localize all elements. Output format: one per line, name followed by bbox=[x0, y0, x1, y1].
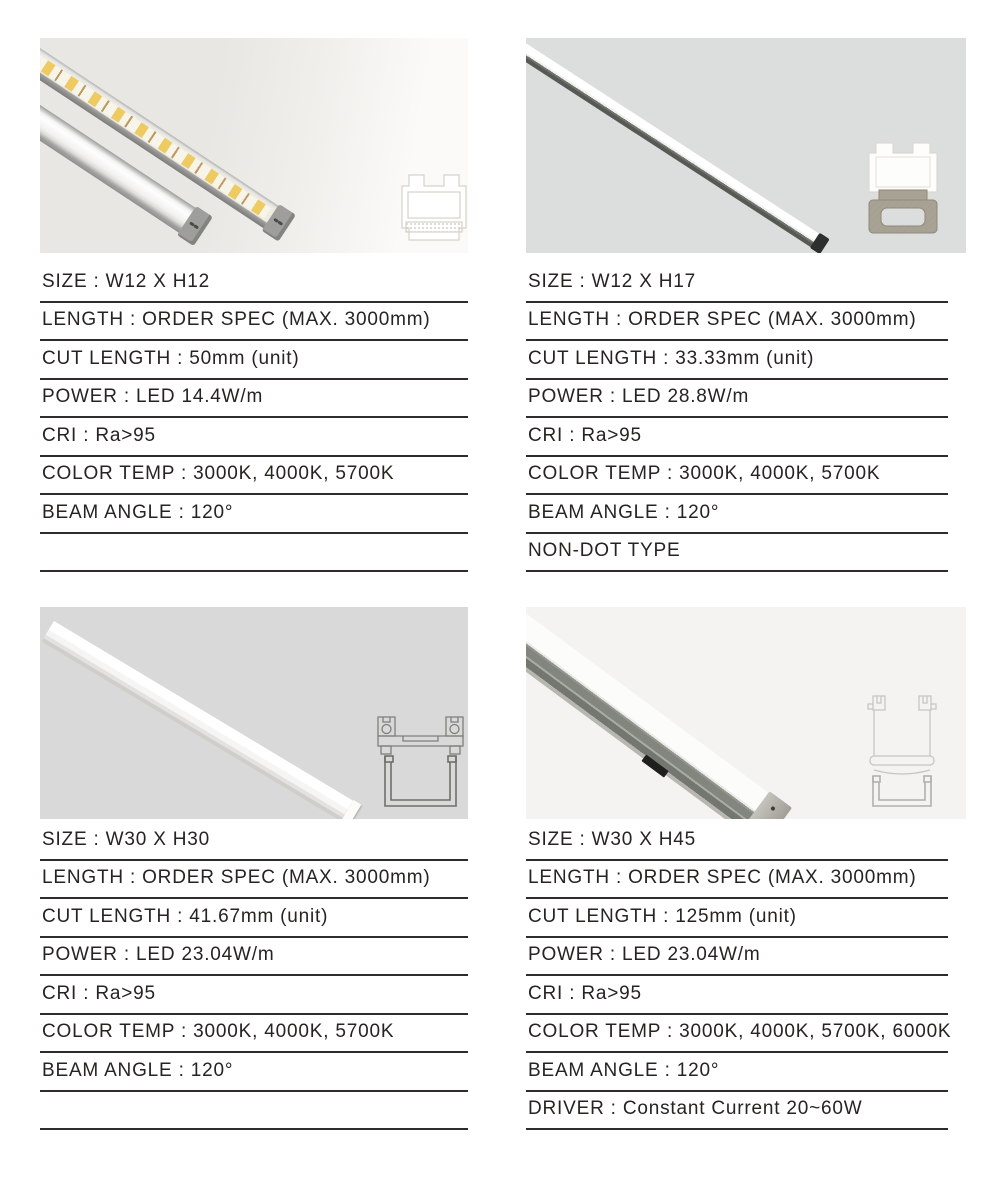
profile-endcap bbox=[340, 800, 361, 819]
spec-text: POWER : LED 23.04W/m bbox=[528, 944, 761, 965]
product-photo bbox=[526, 38, 966, 253]
spec-row bbox=[40, 1053, 468, 1092]
spec-row bbox=[40, 976, 468, 1015]
spec-row bbox=[40, 457, 468, 496]
spec-text: BEAM ANGLE : 120° bbox=[528, 501, 720, 523]
spec-row bbox=[526, 861, 948, 900]
spec-row bbox=[40, 495, 468, 534]
spec-row bbox=[40, 341, 468, 380]
spec-text: DRIVER : Constant Current 20~60W bbox=[528, 1098, 863, 1119]
spec-row bbox=[526, 938, 948, 977]
spec-row bbox=[526, 495, 948, 534]
spec-text: LENGTH : ORDER SPEC (MAX. 3000mm) bbox=[528, 867, 917, 888]
spec-row bbox=[526, 457, 948, 496]
spec-row bbox=[40, 1092, 468, 1131]
spec-row bbox=[526, 899, 948, 938]
spec-text: CRI : Ra>95 bbox=[42, 424, 156, 446]
spec-text: LENGTH : ORDER SPEC (MAX. 3000mm) bbox=[42, 309, 431, 330]
profile-end-tip bbox=[810, 233, 830, 253]
spec-row bbox=[526, 534, 948, 573]
cross-section-icon bbox=[401, 174, 467, 241]
spec-text: CUT LENGTH : 33.33mm (unit) bbox=[528, 347, 815, 369]
spec-text: COLOR TEMP : 3000K, 4000K, 5700K, 6000K bbox=[528, 1021, 952, 1042]
spec-text: SIZE : W12 X H12 bbox=[42, 270, 211, 292]
spec-row bbox=[40, 938, 468, 977]
spec-list bbox=[526, 264, 948, 572]
spec-row bbox=[526, 418, 948, 457]
product-photo bbox=[526, 607, 966, 819]
spec-row bbox=[40, 418, 468, 457]
spec-text: CUT LENGTH : 125mm (unit) bbox=[528, 905, 797, 927]
spec-row bbox=[40, 303, 468, 342]
spec-row bbox=[526, 822, 948, 861]
spec-text: NON-DOT TYPE bbox=[528, 540, 681, 561]
spec-list bbox=[526, 822, 952, 1130]
spec-text: BEAM ANGLE : 120° bbox=[42, 501, 234, 523]
spec-text: CRI : Ra>95 bbox=[528, 982, 642, 1004]
product-card-w12h12 bbox=[40, 38, 468, 572]
spec-row bbox=[526, 380, 948, 419]
spec-text: POWER : LED 23.04W/m bbox=[42, 944, 275, 965]
spec-text: COLOR TEMP : 3000K, 4000K, 5700K bbox=[528, 463, 881, 484]
spec-row bbox=[526, 1015, 952, 1054]
spec-row bbox=[40, 380, 468, 419]
spec-text: CRI : Ra>95 bbox=[42, 982, 156, 1004]
spec-text: SIZE : W30 X H30 bbox=[42, 828, 211, 850]
spec-row bbox=[526, 1092, 948, 1131]
spec-text: POWER : LED 14.4W/m bbox=[42, 386, 264, 407]
spec-text: POWER : LED 28.8W/m bbox=[528, 386, 750, 407]
spec-row bbox=[526, 303, 948, 342]
spec-row bbox=[526, 341, 948, 380]
large-profile-image bbox=[526, 607, 787, 819]
product-photo bbox=[40, 38, 468, 253]
profile-endcap bbox=[739, 791, 792, 819]
cross-section-icon bbox=[866, 142, 940, 234]
tube-profile-image bbox=[526, 38, 827, 252]
spec-text: LENGTH : ORDER SPEC (MAX. 3000mm) bbox=[528, 309, 917, 330]
spec-row bbox=[40, 264, 468, 303]
product-card-w12h17 bbox=[526, 38, 966, 572]
spec-row bbox=[526, 1053, 948, 1092]
spec-row bbox=[40, 899, 468, 938]
spec-list bbox=[40, 264, 468, 572]
spec-text: CRI : Ra>95 bbox=[528, 424, 642, 446]
profile-endcap bbox=[177, 206, 213, 246]
spec-text: SIZE : W12 X H17 bbox=[528, 270, 697, 292]
spec-row bbox=[526, 976, 948, 1015]
product-card-w30h45 bbox=[526, 607, 966, 1130]
spec-text: LENGTH : ORDER SPEC (MAX. 3000mm) bbox=[42, 867, 431, 888]
spec-text: CUT LENGTH : 41.67mm (unit) bbox=[42, 905, 329, 927]
spec-text: SIZE : W30 X H45 bbox=[528, 828, 697, 850]
spec-row bbox=[526, 264, 948, 303]
cross-section-icon bbox=[373, 714, 468, 809]
white-profile-image bbox=[42, 621, 360, 819]
spec-row bbox=[40, 1015, 468, 1054]
spec-text: CUT LENGTH : 50mm (unit) bbox=[42, 347, 300, 369]
product-card-w30h30 bbox=[40, 607, 468, 1130]
mounting-clip bbox=[642, 755, 669, 778]
spec-row bbox=[40, 534, 468, 573]
product-photo bbox=[40, 607, 468, 819]
spec-row bbox=[40, 822, 468, 861]
spec-list bbox=[40, 822, 468, 1130]
cross-section-icon bbox=[861, 694, 943, 809]
spec-text: BEAM ANGLE : 120° bbox=[42, 1059, 234, 1081]
spec-text: BEAM ANGLE : 120° bbox=[528, 1059, 720, 1081]
spec-text: COLOR TEMP : 3000K, 4000K, 5700K bbox=[42, 1021, 395, 1042]
spec-row bbox=[40, 861, 468, 900]
spec-text: COLOR TEMP : 3000K, 4000K, 5700K bbox=[42, 463, 395, 484]
